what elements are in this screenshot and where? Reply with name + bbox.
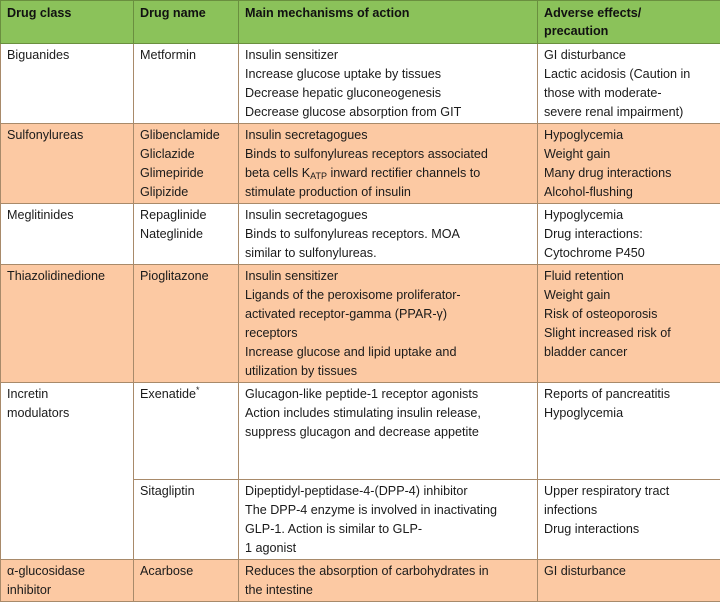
text-line: Binds to sulfonylureas receptors. MOA xyxy=(245,227,460,241)
cell-mechanisms xyxy=(239,383,538,480)
text-line: similar to sulfonylureas. xyxy=(245,246,377,260)
cell-adverse-effects xyxy=(538,383,720,480)
cell-drug-class xyxy=(1,44,134,124)
header-adverse-effects xyxy=(538,1,720,44)
text-line: Slight increased risk of xyxy=(544,326,671,340)
text-line: modulators xyxy=(7,406,70,420)
cell-drug-name xyxy=(134,560,239,602)
text-line: Insulin secretagogues xyxy=(245,128,368,142)
text-line: Acarbose xyxy=(140,564,194,578)
text-line: Glimepiride xyxy=(140,166,204,180)
text-line: receptors xyxy=(245,326,298,340)
cell-adverse-effects xyxy=(538,480,720,560)
cell-drug-class xyxy=(1,560,134,602)
text-line: Sulfonylureas xyxy=(7,128,84,142)
cell-mechanisms xyxy=(239,480,538,560)
table-row-thiazolidinedione xyxy=(1,265,720,383)
text-line: Increase glucose and lipid uptake and xyxy=(245,345,457,359)
text-line: Glucagon-like peptide-1 receptor agonists xyxy=(245,387,479,401)
text-line: Drug interactions: xyxy=(544,227,643,241)
header-row xyxy=(1,1,720,44)
cell-mechanisms xyxy=(239,560,538,602)
footnote-marker: * xyxy=(196,384,200,395)
text-line: the intestine xyxy=(245,583,313,597)
table-row-biguanides xyxy=(1,44,720,124)
cell-drug-name xyxy=(134,204,239,265)
text-line: Alcohol-flushing xyxy=(544,185,633,199)
text-line: suppress glucagon and decrease appetite xyxy=(245,425,479,439)
cell-drug-class xyxy=(1,265,134,383)
text-line: infections xyxy=(544,503,598,517)
text-fragment: beta cells K xyxy=(245,166,311,180)
header-mechanisms: Main mechanisms of action xyxy=(239,1,538,44)
text-line-katp xyxy=(245,164,531,183)
text-line: GI disturbance xyxy=(544,564,626,578)
header-adverse-line-2: precaution xyxy=(544,24,609,38)
text-line: Decrease glucose absorption from GIT xyxy=(245,105,462,119)
text-line: The DPP-4 enzyme is involved in inactivating xyxy=(245,503,497,517)
text-line: GLP-1. Action is similar to GLP- xyxy=(245,522,423,536)
cell-drug-class-continued xyxy=(1,480,134,560)
table-row-incretin-sitagliptin xyxy=(1,480,720,560)
text-line: Upper respiratory tract xyxy=(544,484,670,498)
cell-drug-class xyxy=(1,204,134,265)
text-line: Pioglitazone xyxy=(140,269,209,283)
text-line: Repaglinide xyxy=(140,208,207,222)
cell-drug-name xyxy=(134,265,239,383)
text-line: GI disturbance xyxy=(544,48,626,62)
text-line: Hypoglycemia xyxy=(544,406,624,420)
table-row-sulfonylureas xyxy=(1,124,720,204)
text-line: Incretin xyxy=(7,387,49,401)
text-line: utilization by tissues xyxy=(245,364,357,378)
text-line: activated receptor-gamma (PPAR-γ) xyxy=(245,307,448,321)
cell-adverse-effects xyxy=(538,124,720,204)
text-line: Lactic acidosis (Caution in xyxy=(544,67,691,81)
text-line: Hypoglycemia xyxy=(544,128,624,142)
katp-subscript: ATP xyxy=(310,171,327,181)
text-line: Reduces the absorption of carbohydrates in xyxy=(245,564,489,578)
text-line: Dipeptidyl-peptidase-4-(DPP-4) inhibitor xyxy=(245,484,468,498)
text-line: Binds to sulfonylureas receptors associated xyxy=(245,147,488,161)
table-row-alpha-glucosidase xyxy=(1,560,720,602)
table-row-incretin-exenatide xyxy=(1,383,720,480)
text-line: inhibitor xyxy=(7,583,52,597)
text-line: Meglitinides xyxy=(7,208,74,222)
text-fragment: inward rectifier channels to xyxy=(326,166,481,180)
cell-adverse-effects xyxy=(538,265,720,383)
text-line xyxy=(140,385,232,404)
text-line: Insulin sensitizer xyxy=(245,269,339,283)
text-line: Glibenclamide xyxy=(140,128,220,142)
table-row-meglitinides xyxy=(1,204,720,265)
cell-mechanisms xyxy=(239,204,538,265)
header-drug-name: Drug name xyxy=(134,1,239,44)
cell-drug-name xyxy=(134,480,239,560)
cell-adverse-effects xyxy=(538,204,720,265)
text-line: those with moderate- xyxy=(544,86,662,100)
cell-drug-class xyxy=(1,124,134,204)
text-line: Biguanides xyxy=(7,48,70,62)
text-line: Weight gain xyxy=(544,288,611,302)
text-line: Hypoglycemia xyxy=(544,208,624,222)
text-line: Insulin sensitizer xyxy=(245,48,339,62)
text-line: Nateglinide xyxy=(140,227,204,241)
text-line: Increase glucose uptake by tissues xyxy=(245,67,442,81)
cell-adverse-effects xyxy=(538,560,720,602)
cell-drug-class xyxy=(1,383,134,480)
text-line: Drug interactions xyxy=(544,522,640,536)
text-line: Risk of osteoporosis xyxy=(544,307,658,321)
cell-drug-name xyxy=(134,383,239,480)
text-line: Decrease hepatic gluconeogenesis xyxy=(245,86,442,100)
cell-adverse-effects xyxy=(538,44,720,124)
cell-mechanisms xyxy=(239,124,538,204)
header-adverse-line-1: Adverse effects/ xyxy=(544,6,642,20)
cell-mechanisms xyxy=(239,44,538,124)
text-line: 1 agonist xyxy=(245,541,297,555)
text-line: Cytochrome P450 xyxy=(544,246,645,260)
cell-mechanisms xyxy=(239,265,538,383)
text-line: Reports of pancreatitis xyxy=(544,387,670,401)
text-line: Many drug interactions xyxy=(544,166,672,180)
text-line: Insulin secretagogues xyxy=(245,208,368,222)
text-line: Thiazolidinedione xyxy=(7,269,106,283)
text-line: stimulate production of insulin xyxy=(245,185,411,199)
text-line: severe renal impairment) xyxy=(544,105,684,119)
text-line: Glipizide xyxy=(140,185,189,199)
header-drug-class: Drug class xyxy=(1,1,134,44)
text-fragment: Exenatide xyxy=(140,387,197,401)
text-line: α-glucosidase xyxy=(7,564,85,578)
text-line: bladder cancer xyxy=(544,345,628,359)
cell-drug-name xyxy=(134,124,239,204)
text-line: Gliclazide xyxy=(140,147,195,161)
cell-drug-name xyxy=(134,44,239,124)
text-line: Fluid retention xyxy=(544,269,624,283)
text-line: Ligands of the peroxisome proliferator- xyxy=(245,288,461,302)
text-line: Weight gain xyxy=(544,147,611,161)
text-line: Sitagliptin xyxy=(140,484,195,498)
text-line: Metformin xyxy=(140,48,196,62)
text-line: Action includes stimulating insulin release, xyxy=(245,406,481,420)
